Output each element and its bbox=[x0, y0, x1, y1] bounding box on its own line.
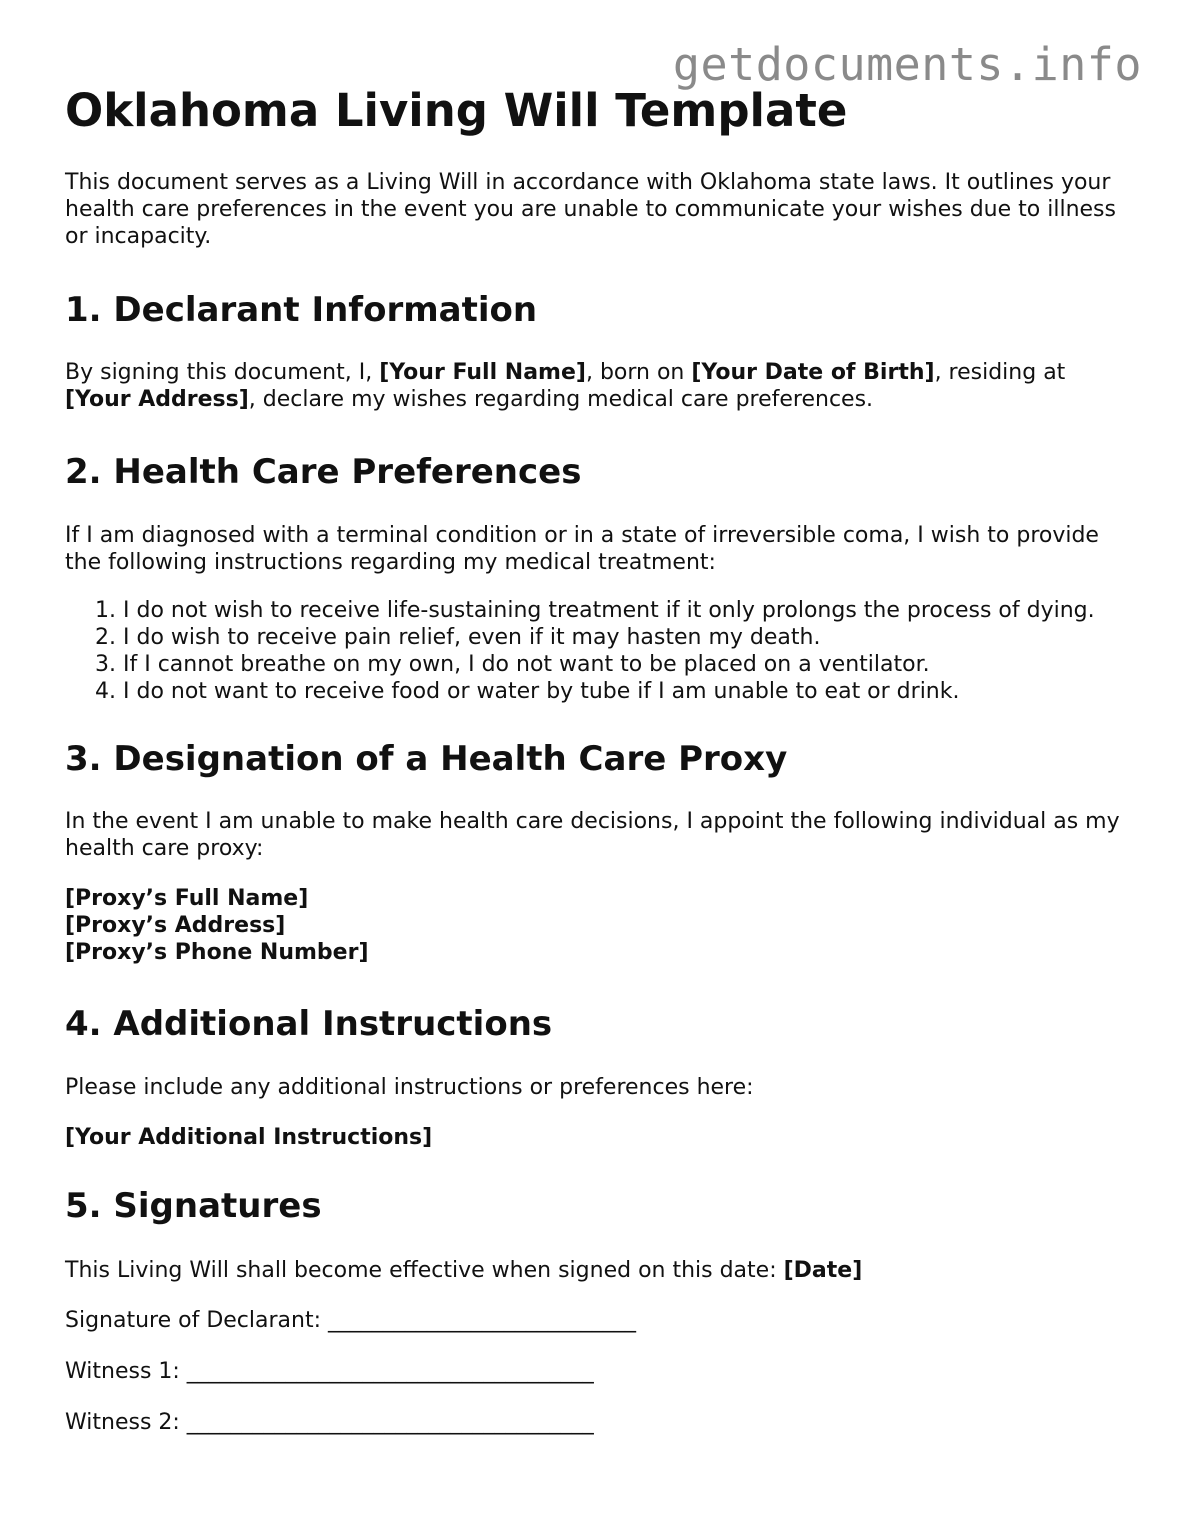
witness-2-signature-line: Witness 2: _____________________________________ bbox=[65, 1410, 594, 1435]
proxy-name-placeholder: [Proxy’s Full Name] bbox=[65, 886, 309, 911]
additional-instructions bbox=[65, 1124, 1125, 1151]
declarant-paragraph bbox=[65, 359, 1125, 413]
section-2-heading: 2. Health Care Preferences bbox=[65, 452, 582, 492]
list-item: 1. I do not wish to receive life-sustaining treatment if it only prolongs the process of dying. bbox=[123, 597, 1125, 624]
declarant-signature-line: Signature of Declarant: ____________________________ bbox=[65, 1308, 636, 1333]
list-item: 3. If I cannot breathe on my own, I do not want to be placed on a ventilator. bbox=[123, 651, 1125, 678]
effective-paragraph bbox=[65, 1257, 1125, 1284]
declarant-text-1: By signing this document, I, bbox=[65, 360, 380, 385]
watermark: getdocuments.info bbox=[672, 38, 1142, 91]
date-placeholder: [Date] bbox=[783, 1258, 863, 1283]
document-page bbox=[65, 82, 1125, 1436]
witness-1-signature-line: Witness 1: _____________________________________ bbox=[65, 1359, 594, 1384]
proxy-address-placeholder: [Proxy’s Address] bbox=[65, 913, 286, 938]
dob-placeholder: [Your Date of Birth] bbox=[691, 360, 935, 385]
preferences-paragraph: If I am diagnosed with a terminal condition or in a state of irreversible coma, I wish to provide the following instructions regarding my medical treatment: bbox=[65, 523, 1099, 575]
list-item: 2. I do wish to receive pain relief, even if it may hasten my death. bbox=[123, 624, 1125, 651]
full-name-placeholder: [Your Full Name] bbox=[379, 360, 586, 385]
additional-instructions-placeholder: [Your Additional Instructions] bbox=[65, 1125, 433, 1150]
declarant-text-3: , residing at bbox=[934, 360, 1066, 385]
section-3-heading: 3. Designation of a Health Care Proxy bbox=[65, 739, 788, 779]
proxy-details bbox=[65, 885, 1125, 966]
preferences-list bbox=[65, 597, 1125, 705]
section-5-heading: 5. Signatures bbox=[65, 1186, 322, 1226]
list-item: 4. I do not want to receive food or water by tube if I am unable to eat or drink. bbox=[123, 678, 1125, 705]
section-4-heading: 4. Additional Instructions bbox=[65, 1004, 553, 1044]
proxy-phone-placeholder: [Proxy’s Phone Number] bbox=[65, 940, 369, 965]
intro-paragraph: This document serves as a Living Will in accordance with Oklahoma state laws. It outlines your health care preferences in the event you are unable to communicate your wishes due to illness or incapacity. bbox=[65, 170, 1116, 249]
effective-text: This Living Will shall become effective when signed on this date: bbox=[65, 1258, 784, 1283]
address-placeholder: [Your Address] bbox=[65, 387, 249, 412]
declarant-text-4: , declare my wishes regarding medical care preferences. bbox=[248, 387, 874, 412]
additional-paragraph: Please include any additional instructions or preferences here: bbox=[65, 1075, 754, 1100]
section-1-heading: 1. Declarant Information bbox=[65, 290, 538, 330]
declarant-text-2: , born on bbox=[585, 360, 692, 385]
document-title: Oklahoma Living Will Template bbox=[65, 84, 848, 137]
proxy-paragraph: In the event I am unable to make health care decisions, I appoint the following individual as my health care proxy: bbox=[65, 809, 1120, 861]
